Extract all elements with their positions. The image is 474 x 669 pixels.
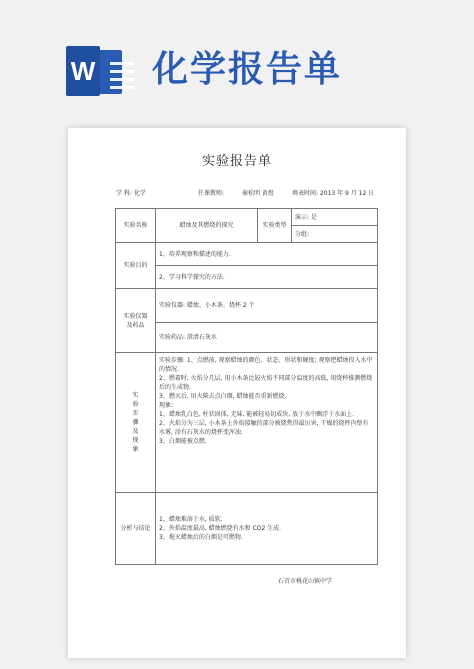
score-label: 分组: xyxy=(292,226,378,243)
purpose-1: 1、培养观察和描述的能力. xyxy=(156,243,378,266)
page-title: 化学报告单 xyxy=(152,49,343,90)
step-line: 2、燃着时, 火焰分几层, 用小木条比较火焰不同部分温度的高低, 用烧杯推测燃烧后的生成物. xyxy=(159,375,373,391)
step-line: 2、火焰分为三层, 小木条上外焰接触的部分被烧焦得最厉害, 干燥的烧杯内壁有水雾, 涂有石灰水的烧杯变浑浊. xyxy=(159,420,369,436)
word-icon-letter: W xyxy=(66,46,100,96)
report-table xyxy=(115,208,378,565)
teacher-value: 秦松明 黄煜 xyxy=(242,190,274,197)
word-icon-lines xyxy=(110,62,134,94)
document-title: 实验报告单 xyxy=(201,154,272,169)
step-line: 现象: xyxy=(159,402,174,409)
subject-field: 学 科: 化学 xyxy=(116,190,146,197)
analysis-label: 分析与结论 xyxy=(116,493,156,565)
chemicals-value: 实验药品: 澄清石灰水 xyxy=(156,323,378,353)
type-label: 实验类型 xyxy=(258,209,292,243)
analysis-line: 2、外焰温度最高, 蜡烛燃烧有水和 CO2 生成. xyxy=(159,525,282,532)
analysis-line: 3、熄灭蜡烛后的白烟是可燃物. xyxy=(159,534,243,541)
teacher-label: 任课教师: xyxy=(198,190,225,197)
equipment-label-1: 实验仪器 xyxy=(123,312,148,320)
steps-cell xyxy=(156,353,378,493)
equipment-label-2: 及药品 xyxy=(126,321,145,329)
type-value: 演示: 是 xyxy=(292,209,378,226)
step-line: 3、燃灭后, 用火柴去点白烟, 蜡烛能否重新燃烧. xyxy=(159,393,287,400)
name-label: 实验名称 xyxy=(116,209,156,243)
document-page xyxy=(68,128,406,658)
word-icon xyxy=(66,46,124,96)
equipment-value: 实验仪器: 蜡烛、小木条、烧杯 2 个 xyxy=(156,289,378,323)
analysis-line: 1、蜡烛难溶于水, 质软. xyxy=(159,516,223,523)
step-line: 1、蜡烛乳白色, 柱状固体, 无味, 能被轻易切成块, 放于水中飘浮于水面上. xyxy=(159,411,354,418)
info-line xyxy=(116,188,375,198)
equipment-label xyxy=(116,289,156,353)
purpose-2: 2、学习科学探究的方法. xyxy=(156,266,378,289)
step-line: 实验步骤: 1、点燃前, 观察蜡烛的颜色、状态、形状和硬度; 观察把蜡烛投入水中的情况. xyxy=(159,357,373,373)
steps-label: 实 验 步 骤 及 现 象 xyxy=(116,353,156,493)
date-field: 填表时间: 2013 年 9 月 12 日 xyxy=(292,190,375,197)
step-line: 3、白烟能被点燃. xyxy=(159,438,207,445)
school-name: 石首市桃花山镇中学 xyxy=(278,578,333,585)
analysis-cell xyxy=(156,493,378,565)
name-value: 蜡烛及其燃烧的探究 xyxy=(156,209,258,243)
purpose-label: 实验目的 xyxy=(116,243,156,289)
